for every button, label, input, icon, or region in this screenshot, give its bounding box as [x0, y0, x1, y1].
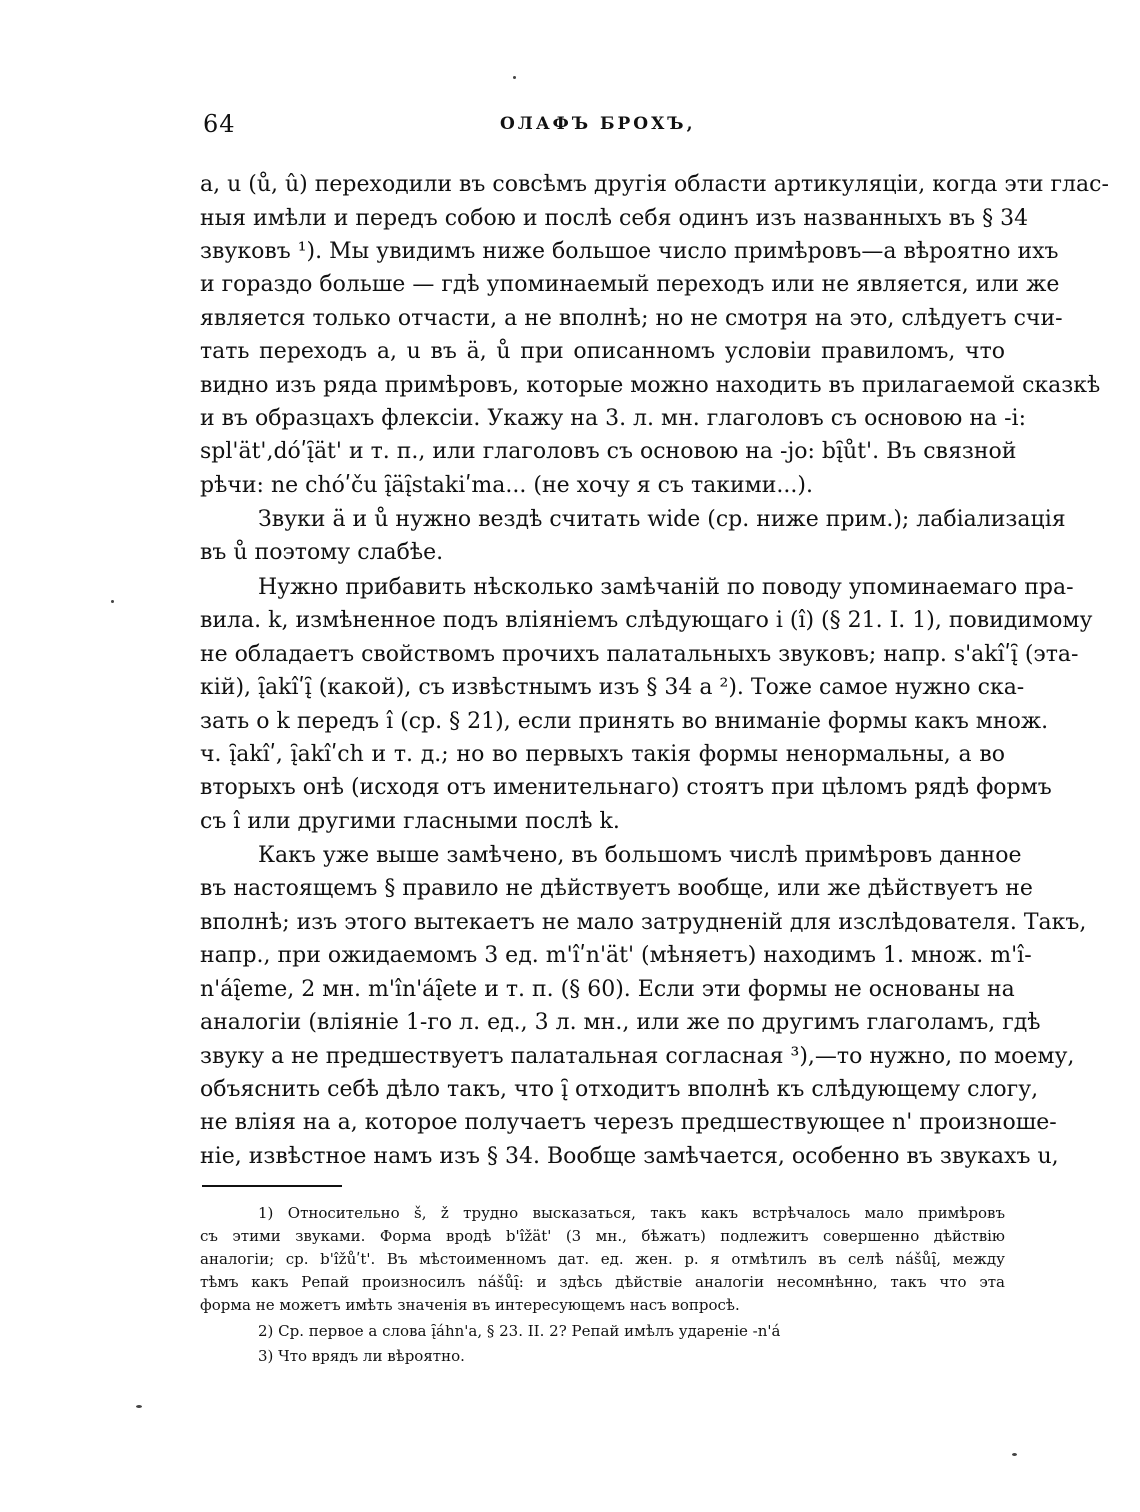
running-head: ОЛАФЪ БРОХЪ, — [500, 114, 696, 134]
body-line: объяснить себѣ дѣло такъ, что į̑ отходитъ вполнѣ къ слѣдующему слогу, — [200, 1077, 1039, 1102]
body-line: не обладаетъ свойствомъ прочихъ палатальныхъ звуковъ; напр. s'akîʹį̑ (эта- — [200, 642, 1079, 667]
body-line: и гораздо больше — гдѣ упоминаемый переходъ или не является, или же — [200, 272, 1060, 297]
body-line: не вліяя на а, которое получаетъ черезъ предшествующее n' произноше- — [200, 1110, 1057, 1135]
body-line: звуковъ ¹). Мы увидимъ ниже большое число примѣровъ—а вѣроятно ихъ — [200, 239, 1059, 264]
footnote-line: аналогіи; ср. b'îžůʹt'. Въ мѣстоименномъ дат. ед. жен. р. я отмѣтилъ въ селѣ nášůį̑, между — [200, 1250, 1005, 1268]
body-line: spl'ät',dóʹį̑ät' и т. п., или глаголовъ съ основою на -jo: bį̑ůt'. Въ связной — [200, 439, 1017, 464]
body-line: ніе, извѣстное намъ изъ § 34. Вообще замѣчается, особенно въ звукахъ u, — [200, 1144, 1059, 1169]
page-number: 64 — [203, 110, 236, 138]
body-line: n'áį̑eme, 2 мн. m'în'áį̑ete и т. п. (§ 60). Если эти формы не основаны на — [200, 977, 1015, 1002]
body-line: въ настоящемъ § правило не дѣйствуетъ вообще, или же дѣйствуетъ не — [200, 876, 1033, 901]
body-line: Звуки ä и ů нужно вездѣ считать wide (ср. ниже прим.); лабіализація — [258, 507, 1066, 532]
footnote-rule — [202, 1185, 342, 1187]
body-line: въ ů поэтому слабѣе. — [200, 540, 444, 565]
body-line: Какъ уже выше замѣчено, въ большомъ числѣ примѣровъ данное — [258, 843, 1022, 868]
body-line: вторыхъ онѣ (исходя отъ именительнаго) стоятъ при цѣломъ рядѣ формъ — [200, 775, 1052, 800]
footnote-line: 1) Относительно š, ž трудно высказаться, такъ какъ встрѣчалось мало примѣровъ — [258, 1204, 1005, 1222]
body-line: рѣчи: ne chóʹču į̑äį̑stakiʹma... (не хочу я съ такими...). — [200, 473, 813, 498]
scan-speck — [111, 600, 114, 603]
body-line: ч. į̑akîʹ, į̑akîʹch и т. д.; но во первыхъ такія формы ненормальны, а во — [200, 742, 1005, 767]
body-line: зать о k передъ î (ср. § 21), если принять во вниманіе формы какъ множ. — [200, 709, 1049, 734]
body-line: Нужно прибавить нѣсколько замѣчаній по поводу упоминаемаго пра- — [258, 575, 1074, 600]
body-line: тать переходъ а, u въ ä, ů при описанномъ условіи правиломъ, что — [200, 339, 1005, 364]
footnote-line: 2) Ср. первое а слова į̑áhn'a, § 23. II. 2? Репай имѣлъ удареніе -n'á — [258, 1322, 781, 1340]
body-line: съ î или другими гласными послѣ k. — [200, 809, 620, 834]
body-line: и въ образцахъ флексіи. Укажу на 3. л. мн. глаголовъ съ основою на -i: — [200, 406, 1026, 431]
body-line: является только отчасти, а не вполнѣ; но не смотря на это, слѣдуетъ счи- — [200, 306, 1063, 331]
footnote-line: форма не можетъ имѣть значенія въ интересующемъ насъ вопросѣ. — [200, 1296, 740, 1314]
body-line: вполнѣ; изъ этого вытекаетъ не мало затрудненій для изслѣдователя. Такъ, — [200, 910, 1087, 935]
scan-speck — [1012, 1453, 1017, 1456]
body-line: напр., при ожидаемомъ 3 ед. m'îʹn'ät' (мѣняетъ) находимъ 1. множ. m'î- — [200, 943, 1032, 968]
body-line: видно изъ ряда примѣровъ, которые можно находить въ прилагаемой сказкѣ — [200, 373, 1101, 398]
body-line: а, u (ů, û) переходили въ совсѣмъ другія области артикуляціи, когда эти глас- — [200, 172, 1109, 197]
body-line: вила. k, измѣненное подъ вліяніемъ слѣдующаго i (î) (§ 21. I. 1), повидимому — [200, 608, 1093, 633]
body-line: звуку а не предшествуетъ палатальная согласная ³),—то нужно, по моему, — [200, 1044, 1075, 1069]
footnote-line: тѣмъ какъ Репай произносилъ nášůį̑: и здѣсь дѣйствіе аналогіи несомнѣнно, такъ что эта — [200, 1273, 1005, 1291]
footnote-line: 3) Что врядъ ли вѣроятно. — [258, 1347, 465, 1365]
body-line: ныя имѣли и передъ собою и послѣ себя одинъ изъ названныхъ въ § 34 — [200, 206, 1029, 231]
body-line: аналогіи (вліяніе 1-го л. ед., 3 л. мн., или же по другимъ глаголамъ, гдѣ — [200, 1010, 1041, 1035]
scan-speck — [136, 1405, 142, 1408]
body-line: кій), į̑akîʹį̑ (какой), съ извѣстнымъ изъ § 34 а ²). Тоже самое нужно ска- — [200, 675, 1025, 700]
footnote-line: съ этими звуками. Форма вродѣ b'îžät' (3 мн., бѣжатъ) подлежитъ совершенно дѣйствію — [200, 1227, 1005, 1245]
scan-speck — [513, 76, 516, 79]
